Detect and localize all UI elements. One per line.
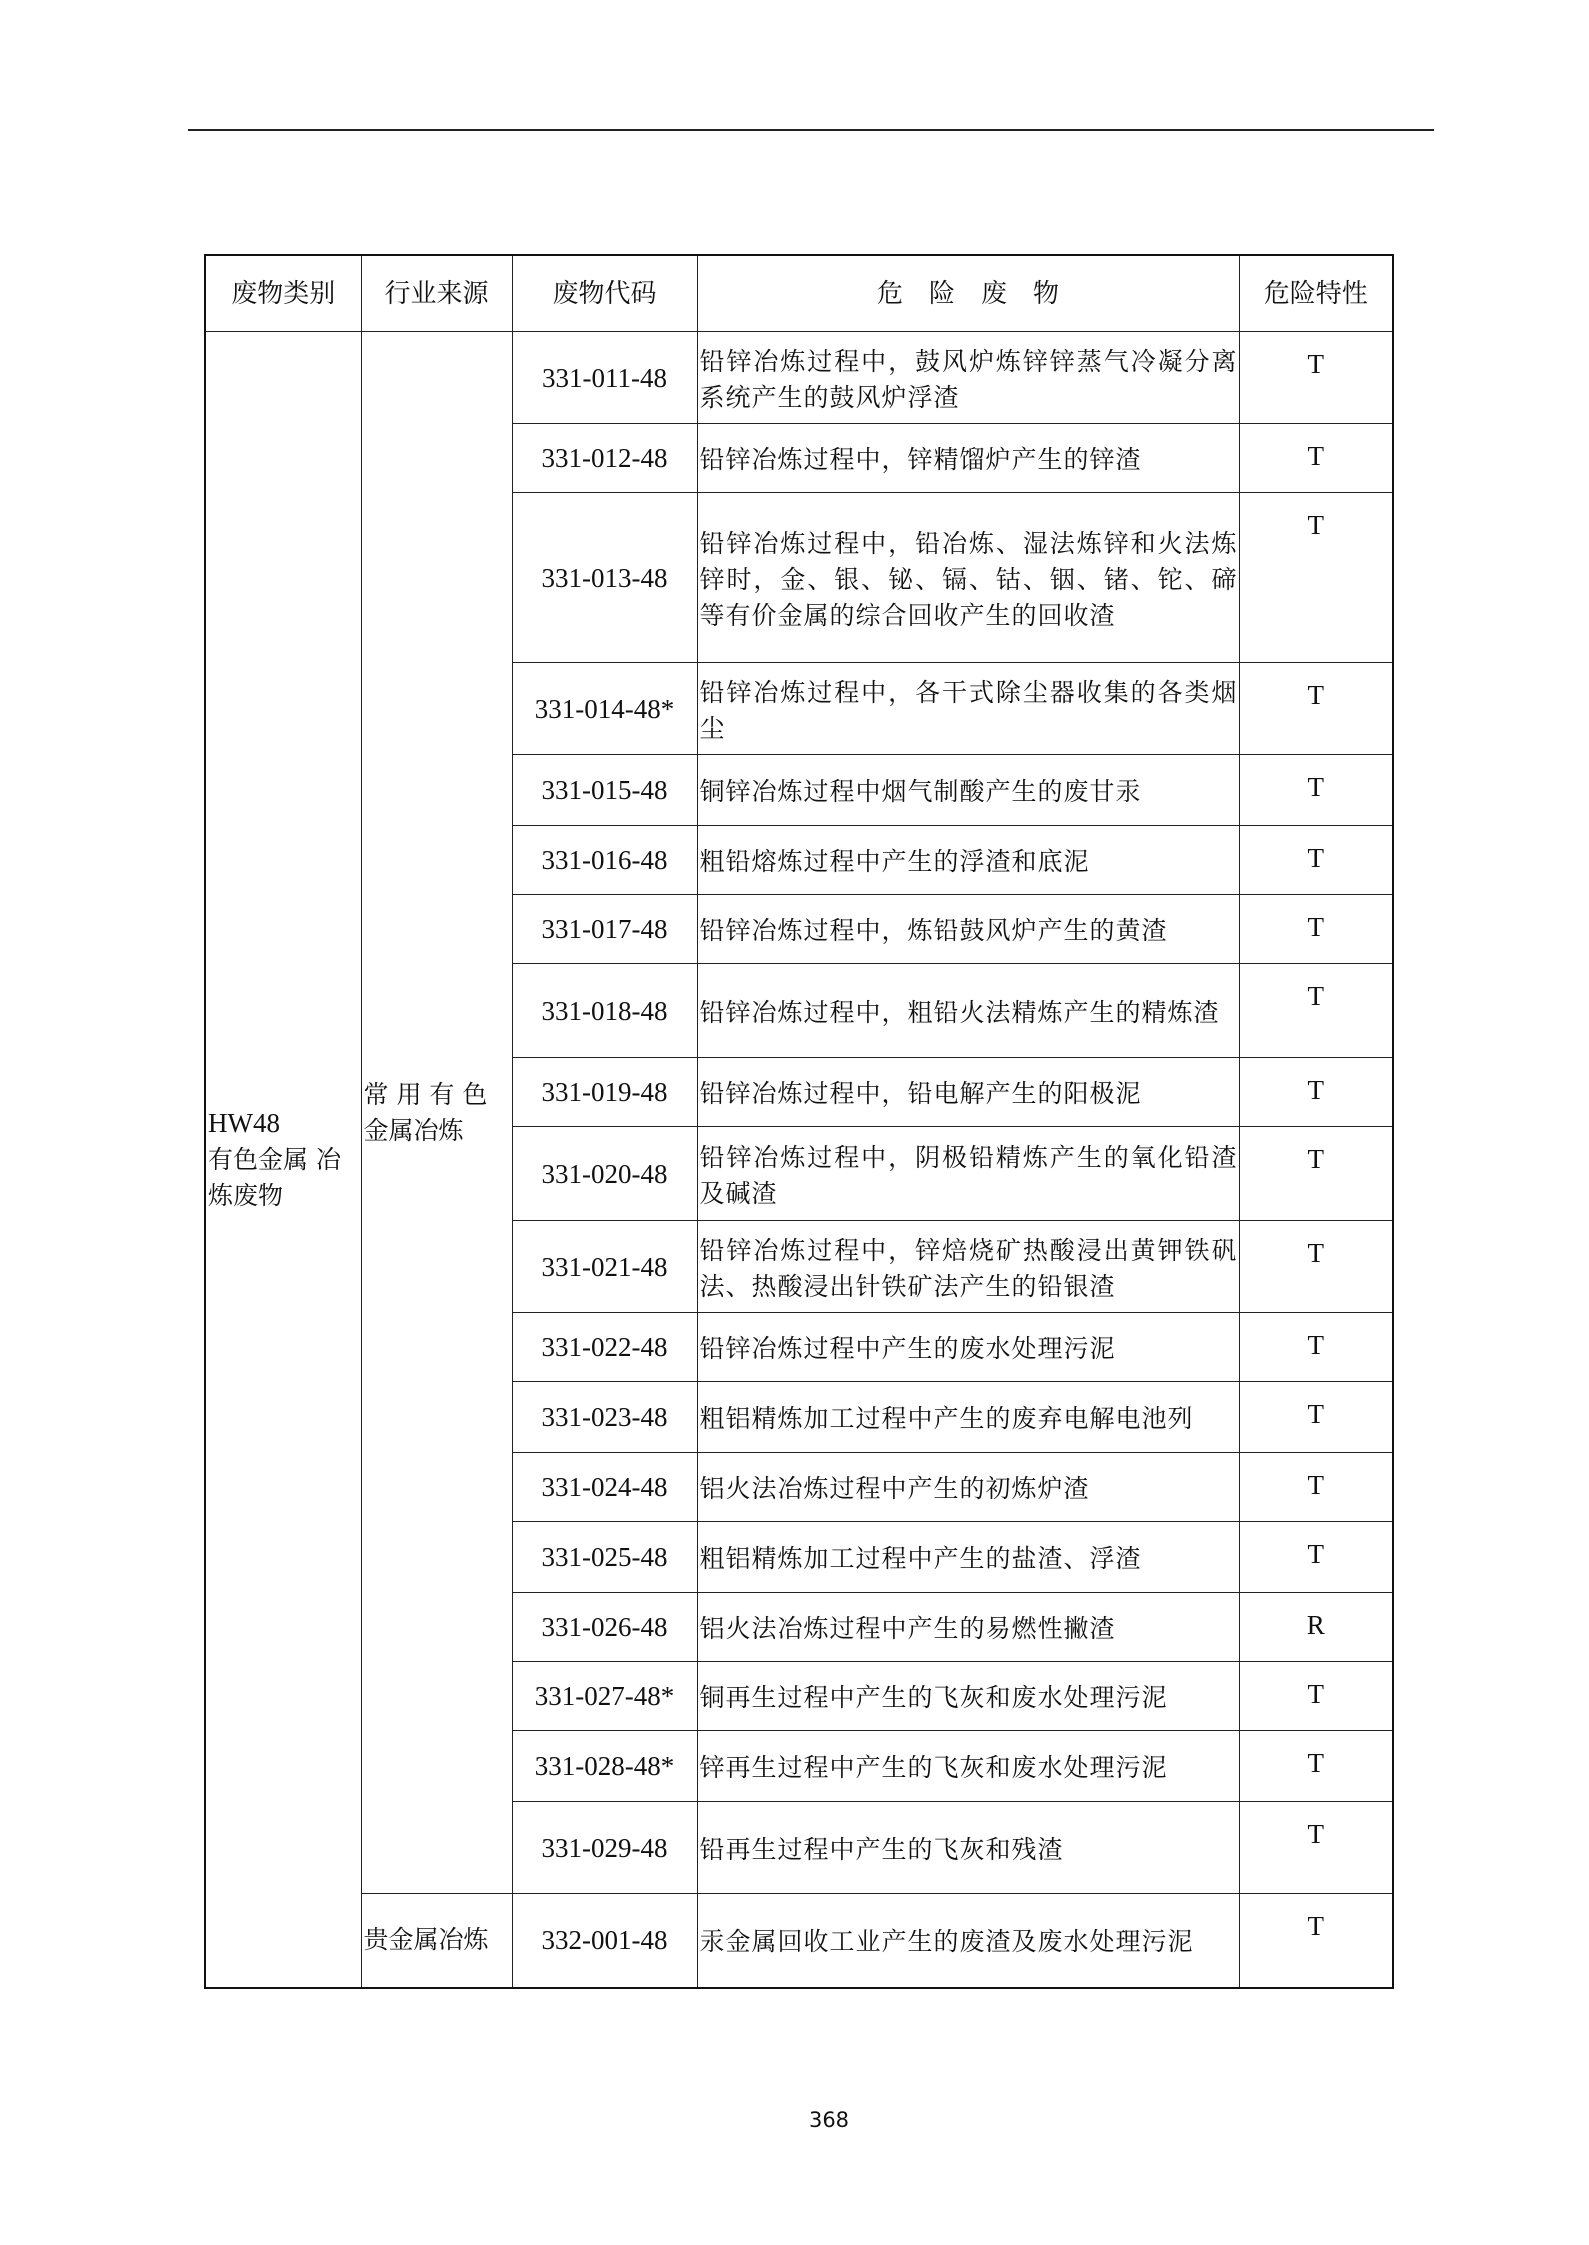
waste-description-cell: 汞金属回收工业产生的废渣及废水处理污泥 xyxy=(697,1894,1239,1988)
waste-code-cell: 331-012-48 xyxy=(512,424,697,493)
waste-code-cell: 331-029-48 xyxy=(512,1802,697,1894)
waste-description-cell: 锌再生过程中产生的飞灰和废水处理污泥 xyxy=(697,1731,1239,1802)
waste-description-cell: 粗铝精炼加工过程中产生的盐渣、浮渣 xyxy=(697,1522,1239,1593)
hazard-characteristic-cell: T xyxy=(1239,1662,1393,1731)
hazard-characteristic-cell: T xyxy=(1239,826,1393,895)
header-hazard-characteristic: 危险特性 xyxy=(1239,255,1393,332)
waste-description-cell: 粗铝精炼加工过程中产生的废弃电解电池列 xyxy=(697,1382,1239,1453)
waste-code-cell: 331-011-48 xyxy=(512,332,697,424)
waste-code-cell: 331-027-48* xyxy=(512,1662,697,1731)
waste-code-cell: 331-025-48 xyxy=(512,1522,697,1593)
category-code: HW48 xyxy=(208,1107,280,1138)
waste-code-cell: 331-013-48 xyxy=(512,493,697,663)
waste-description-cell: 铅锌冶炼过程中，铅冶炼、湿法炼锌和火法炼锌时，金、银、铋、镉、钴、铟、锗、铊、碲等有价金属的综合回收产生的回收渣 xyxy=(697,493,1239,663)
waste-description-cell: 铅锌冶炼过程中，锌焙烧矿热酸浸出黄钾铁矾法、热酸浸出针铁矿法产生的铅银渣 xyxy=(697,1221,1239,1313)
hazard-characteristic-cell: T xyxy=(1239,1522,1393,1593)
hazard-characteristic-cell: T xyxy=(1239,424,1393,493)
waste-code-cell: 332-001-48 xyxy=(512,1894,697,1988)
waste-description-cell: 铅锌冶炼过程中，鼓风炉炼锌锌蒸气冷凝分离系统产生的鼓风炉浮渣 xyxy=(697,332,1239,424)
hazard-characteristic-cell: T xyxy=(1239,964,1393,1058)
waste-description-cell: 铅锌冶炼过程中，粗铅火法精炼产生的精炼渣 xyxy=(697,964,1239,1058)
category-name: 有色金属 冶炼废物 xyxy=(208,1144,341,1210)
waste-description-cell: 铜再生过程中产生的飞灰和废水处理污泥 xyxy=(697,1662,1239,1731)
hazard-characteristic-cell: T xyxy=(1239,755,1393,826)
header-rule xyxy=(188,129,1434,131)
hazard-characteristic-cell: T xyxy=(1239,1382,1393,1453)
header-hazardous-waste: 危 险 废 物 xyxy=(697,255,1239,332)
hazard-characteristic-cell: T xyxy=(1239,1127,1393,1221)
header-industry-source: 行业来源 xyxy=(361,255,512,332)
hazard-characteristic-cell: T xyxy=(1239,1058,1393,1127)
waste-code-cell: 331-019-48 xyxy=(512,1058,697,1127)
waste-code-cell: 331-023-48 xyxy=(512,1382,697,1453)
waste-description-cell: 铜锌冶炼过程中烟气制酸产生的废甘汞 xyxy=(697,755,1239,826)
waste-description-cell: 铝火法冶炼过程中产生的易燃性撇渣 xyxy=(697,1593,1239,1662)
hazard-characteristic-cell: T xyxy=(1239,1731,1393,1802)
hazard-characteristic-cell: T xyxy=(1239,895,1393,964)
table-row xyxy=(205,1894,1393,1988)
waste-description-cell: 铅锌冶炼过程中，锌精馏炉产生的锌渣 xyxy=(697,424,1239,493)
waste-code-cell: 331-026-48 xyxy=(512,1593,697,1662)
waste-description-cell: 铅锌冶炼过程中，各干式除尘器收集的各类烟尘 xyxy=(697,663,1239,755)
hazard-characteristic-cell: T xyxy=(1239,1894,1393,1988)
waste-description-cell: 铅锌冶炼过程中，铅电解产生的阳极泥 xyxy=(697,1058,1239,1127)
waste-code-cell: 331-014-48* xyxy=(512,663,697,755)
hazard-characteristic-cell: T xyxy=(1239,1453,1393,1522)
waste-code-cell: 331-028-48* xyxy=(512,1731,697,1802)
waste-description-cell: 铅锌冶炼过程中产生的废水处理污泥 xyxy=(697,1313,1239,1382)
hazard-characteristic-cell: T xyxy=(1239,332,1393,424)
hazard-characteristic-cell: T xyxy=(1239,493,1393,663)
hazard-characteristic-cell: T xyxy=(1239,663,1393,755)
page-number: 368 xyxy=(808,2108,850,2132)
hazard-characteristic-cell: R xyxy=(1239,1593,1393,1662)
waste-code-cell: 331-018-48 xyxy=(512,964,697,1058)
waste-category-cell xyxy=(205,332,361,1988)
waste-description-cell: 铝火法冶炼过程中产生的初炼炉渣 xyxy=(697,1453,1239,1522)
waste-description-cell: 粗铅熔炼过程中产生的浮渣和底泥 xyxy=(697,826,1239,895)
header-waste-code: 废物代码 xyxy=(512,255,697,332)
table-row xyxy=(205,332,1393,424)
waste-code-cell: 331-016-48 xyxy=(512,826,697,895)
waste-code-cell: 331-020-48 xyxy=(512,1127,697,1221)
hazard-characteristic-cell: T xyxy=(1239,1313,1393,1382)
waste-code-cell: 331-022-48 xyxy=(512,1313,697,1382)
waste-code-cell: 331-021-48 xyxy=(512,1221,697,1313)
hazard-characteristic-cell: T xyxy=(1239,1221,1393,1313)
waste-code-cell: 331-017-48 xyxy=(512,895,697,964)
waste-description-cell: 铅再生过程中产生的飞灰和残渣 xyxy=(697,1802,1239,1894)
industry-source-cell: 贵金属冶炼 xyxy=(361,1894,512,1988)
hazardous-waste-table xyxy=(204,254,1394,1989)
header-waste-category: 废物类别 xyxy=(205,255,361,332)
waste-code-cell: 331-024-48 xyxy=(512,1453,697,1522)
waste-description-cell: 铅锌冶炼过程中，炼铅鼓风炉产生的黄渣 xyxy=(697,895,1239,964)
waste-description-cell: 铅锌冶炼过程中，阴极铅精炼产生的氧化铅渣及碱渣 xyxy=(697,1127,1239,1221)
table-header-row xyxy=(205,255,1393,332)
waste-code-cell: 331-015-48 xyxy=(512,755,697,826)
hazard-characteristic-cell: T xyxy=(1239,1802,1393,1894)
industry-source-cell: 常 用 有 色金属冶炼 xyxy=(361,332,512,1894)
